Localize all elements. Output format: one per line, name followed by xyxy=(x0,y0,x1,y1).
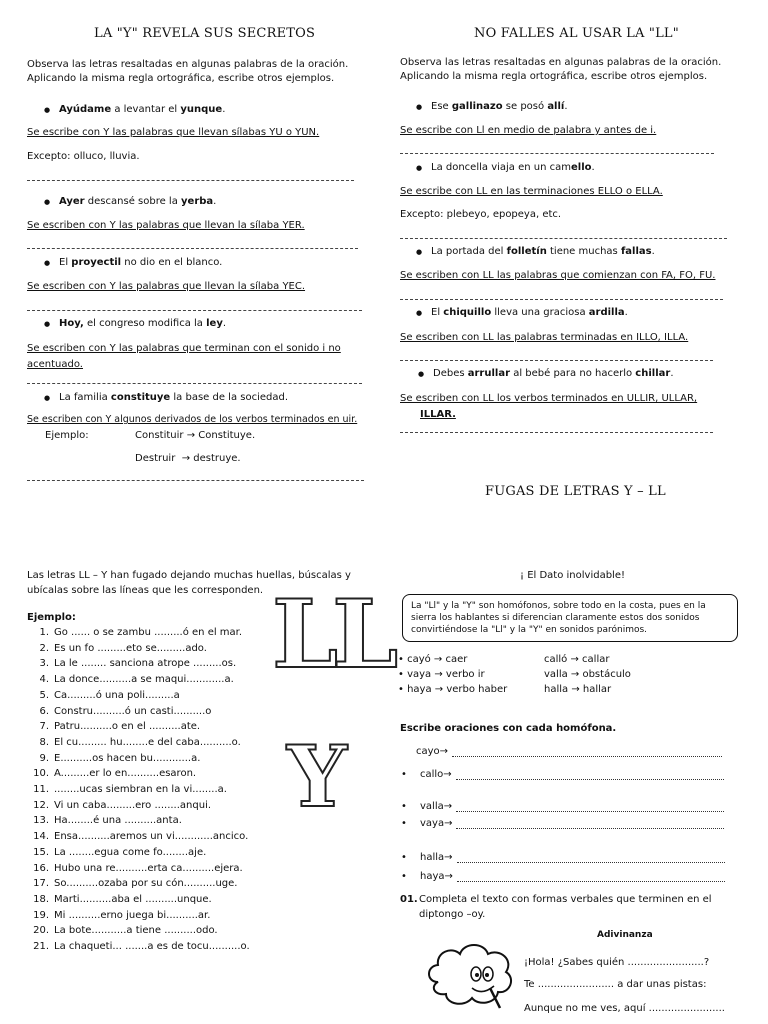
list-item: 6. Constru..........ó un casti..........o xyxy=(39,705,212,717)
ejemplo-row-1: Constituir → Constituye. xyxy=(135,430,256,441)
left-example-5: ● La familia constituye la base de la sociedad. xyxy=(59,392,288,403)
left-example-3: ● El proyectil no dio en el blanco. xyxy=(59,257,222,268)
right-example-5: ● Debes arrullar al bebé para no hacerlo chillar. xyxy=(433,368,674,379)
adivinanza-line-3: Aunque no me ves, aquí ........................ xyxy=(524,1003,725,1014)
list-item: 3. La le ........ sanciona atrope .........os. xyxy=(39,658,237,670)
left-rule-3: Se escriben con Y las palabras que llevan la sílaba YEC. xyxy=(27,281,306,292)
left-rule-4b: acentuado. xyxy=(27,359,83,370)
list-item: 20. La bote...........a tiene ..........odo. xyxy=(33,925,218,937)
answer-line[interactable] xyxy=(457,872,725,882)
write-line[interactable]: • valla→ xyxy=(420,801,724,812)
escribe-instruction: Escribe oraciones con cada homófona. xyxy=(400,723,617,734)
list-item: 9. E..........os hacen bu............a. xyxy=(39,752,201,764)
bullet-icon: • xyxy=(401,871,407,882)
fugas-intro-1: Las letras LL – Y han fugado dejando muchas huellas, búscalas y xyxy=(27,570,351,581)
right-rule-1: Se escribe con Ll en medio de palabra y antes de i. xyxy=(400,125,657,136)
left-section-title: LA "Y" REVELA SUS SECRETOS xyxy=(94,26,316,41)
ll-letter-illustration: LL xyxy=(272,580,393,690)
fugas-intro-2: ubícalas sobre las líneas que les corresponden. xyxy=(27,585,264,596)
write-line[interactable]: • haya→ xyxy=(420,871,725,882)
left-exception-1: Excepto: olluco, lluvia. xyxy=(27,151,140,162)
list-item: 5. Ca.........ó una poli.........a xyxy=(39,689,180,701)
arrow-right-icon: → xyxy=(178,453,191,464)
divider xyxy=(27,180,354,181)
q01-number: 01. xyxy=(400,894,418,905)
pair-left: • cayó → caer xyxy=(398,654,468,665)
answer-line[interactable] xyxy=(456,802,724,812)
divider xyxy=(400,238,727,239)
adivinanza-heading: Adivinanza xyxy=(597,930,653,940)
adivinanza-line-2: Te ........................ a dar unas pistas: xyxy=(524,979,707,990)
cloud-mascot-illustration xyxy=(424,938,516,1016)
adivinanza-line-1: ¡Hola! ¿Sabes quién ........................? xyxy=(524,957,710,968)
right-example-2: ● La doncella viaja en un camello. xyxy=(431,162,595,173)
list-item: 12. Vi un caba.........ero ........anqui. xyxy=(33,799,212,811)
q01-text-b: diptongo –oy. xyxy=(419,909,486,920)
right-intro-2: Aplicando la misma regla ortográfica, escribe otros ejemplos. xyxy=(400,71,708,82)
answer-line[interactable] xyxy=(452,747,722,757)
list-item: 4. La donce..........a se maqui............a. xyxy=(39,674,234,686)
answer-line[interactable] xyxy=(457,853,725,863)
right-intro-1: Observa las letras resaltadas en algunas palabras de la oración. xyxy=(400,57,722,68)
right-example-4: ● El chiquillo lleva una graciosa ardilla. xyxy=(431,307,628,318)
write-line[interactable]: cayo→ xyxy=(416,746,722,757)
left-example-4: ● Hoy, el congreso modifica la ley. xyxy=(59,318,226,329)
answer-line[interactable] xyxy=(456,770,724,780)
fill-in-list xyxy=(27,625,250,955)
write-line[interactable]: • vaya→ xyxy=(420,818,724,829)
pair-right: halla → hallar xyxy=(544,684,612,695)
y-letter-illustration: Y xyxy=(287,727,347,826)
list-item: 15. La ........egua come fo........aje. xyxy=(33,846,207,858)
bullet-icon: • xyxy=(401,801,407,812)
right-rule-5a: Se escriben con LL los verbos terminados en ULLIR, ULLAR, xyxy=(400,393,698,404)
left-rule-5: Se escriben con Y algunos derivados de los verbos terminados en uir. xyxy=(27,414,358,425)
ejemplo-label: Ejemplo: xyxy=(45,430,89,441)
left-rule-4a: Se escriben con Y las palabras que terminan con el sonido i no xyxy=(27,343,341,354)
right-exception-2: Excepto: plebeyo, epopeya, etc. xyxy=(400,209,562,220)
left-rule-1: Se escribe con Y las palabras que llevan sílabas YU o YUN. xyxy=(27,127,320,138)
write-line[interactable]: • halla→ xyxy=(420,852,725,863)
divider xyxy=(400,360,713,361)
list-item: 1. Go ...... o se zambu .........ó en el mar. xyxy=(39,627,243,638)
arrow-right-icon: → xyxy=(186,430,196,441)
divider xyxy=(27,310,362,311)
divider xyxy=(400,153,714,154)
list-item: 21. La chaqueti... .......a es de tocu..........o. xyxy=(33,941,250,953)
bullet-icon: • xyxy=(401,769,407,780)
right-example-1: ● Ese gallinazo se posó allí. xyxy=(431,101,568,112)
fugas-ejemplo-label: Ejemplo: xyxy=(27,612,76,623)
list-item: 11. ........ucas siembran en la vi........a. xyxy=(33,784,227,796)
write-line[interactable]: • callo→ xyxy=(420,769,724,780)
left-intro-1: Observa las letras resaltadas en algunas palabras de la oración. xyxy=(27,59,349,70)
answer-line[interactable] xyxy=(456,819,724,829)
dato-title: ¡ El Dato inolvidable! xyxy=(520,570,625,581)
list-item: 18. Marti..........aba el ..........unque. xyxy=(33,893,212,905)
dato-box: La "Ll" y la "Y" son homófonos, sobre todo en la costa, pues en la sierra los hablantes si diferencian claramente estos dos sonidos convirtiéndose la "Ll" y la "Y" en sonidos parónimos. xyxy=(402,594,738,642)
ejemplo-row-2: Destruir → destruye. xyxy=(135,453,241,464)
pair-left: • haya → verbo haber xyxy=(398,684,508,695)
right-rule-3: Se escriben con LL las palabras que comienzan con FA, FO, FU. xyxy=(400,270,716,281)
bullet-icon: • xyxy=(401,852,407,863)
right-example-3: ● La portada del folletín tiene muchas fallas. xyxy=(431,246,655,257)
right-section-title: NO FALLES AL USAR LA "LL" xyxy=(474,26,679,41)
left-rule-2: Se escriben con Y las palabras que llevan la sílaba YER. xyxy=(27,220,305,231)
list-item: 19. Mi ..........erno juega bi..........ar. xyxy=(33,909,211,921)
left-example-2: ● Ayer descansé sobre la yerba. xyxy=(59,196,216,207)
right-rule-2: Se escribe con LL en las terminaciones ELLO o ELLA. xyxy=(400,186,663,197)
pair-right: calló → callar xyxy=(544,654,610,665)
divider xyxy=(400,432,713,433)
divider xyxy=(27,248,358,249)
list-item: 8. El cu......... hu........e del caba..........o. xyxy=(39,736,241,748)
list-item: 16. Hubo una re..........erta ca..........ejera. xyxy=(33,862,243,874)
list-item: 14. Ensa..........aremos un vi............ancico. xyxy=(33,831,249,843)
pair-right: valla → obstáculo xyxy=(544,669,631,680)
divider xyxy=(400,299,723,300)
q01-text-a: Completa el texto con formas verbales que terminen en el xyxy=(419,894,712,905)
list-item: 17. So..........ozaba por su cón..........uge. xyxy=(33,878,238,890)
right-rule-5b: ILLAR. xyxy=(420,409,456,420)
divider xyxy=(27,480,364,481)
bullet-icon: • xyxy=(401,818,407,829)
list-item: 7. Patru..........o en el ..........ate. xyxy=(39,721,201,733)
divider xyxy=(27,383,362,384)
list-item: 2. Es un fo .........eto se.........ado. xyxy=(39,642,207,654)
right-rule-4: Se escriben con LL las palabras terminadas en ILLO, ILLA. xyxy=(400,332,689,343)
list-item: 13. Ha........é una ..........anta. xyxy=(33,815,182,827)
pair-left: • vaya → verbo ir xyxy=(398,669,485,680)
left-intro-2: Aplicando la misma regla ortográfica, escribe otros ejemplos. xyxy=(27,73,335,84)
left-example-1: ● Ayúdame a levantar el yunque. xyxy=(59,104,225,115)
list-item: 10. A.........er lo en..........esaron. xyxy=(33,768,197,780)
fugas-title: FUGAS DE LETRAS Y – LL xyxy=(485,484,666,499)
